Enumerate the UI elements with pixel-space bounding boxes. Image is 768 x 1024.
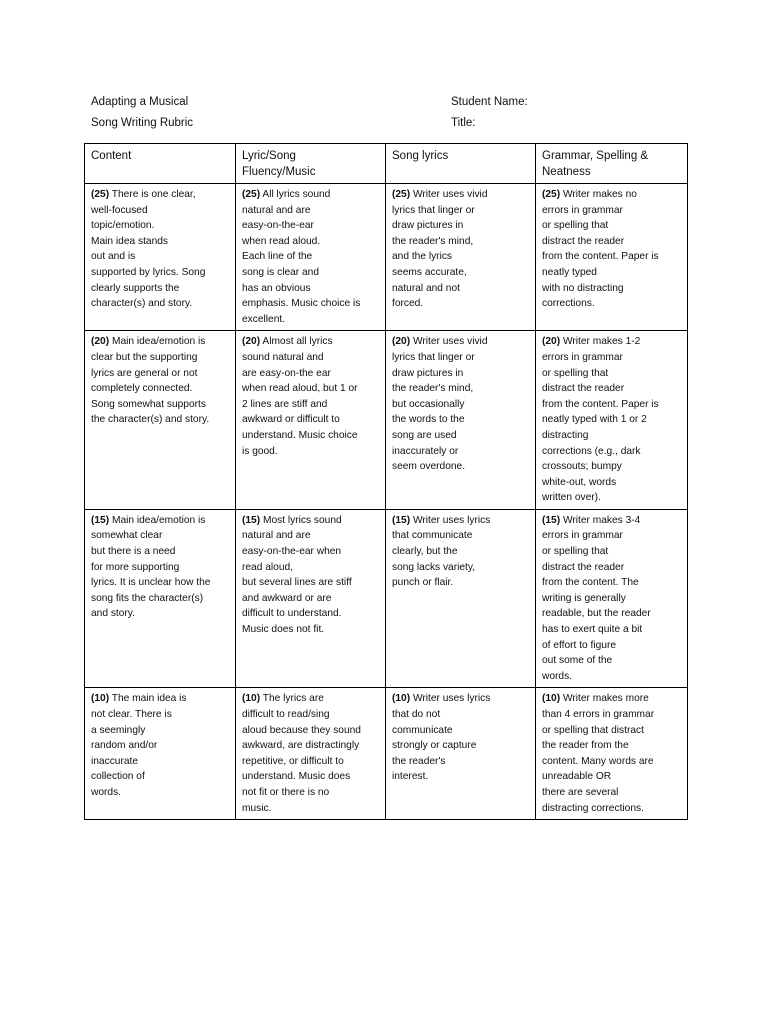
cell-text-line (392, 691, 530, 707)
cell-text-line (242, 691, 380, 707)
cell-text-line: corrections (e.g., dark (542, 445, 641, 457)
column-header-line: Content (91, 150, 132, 162)
cell-text-line (242, 187, 380, 203)
cell-text-line: collection of (91, 771, 145, 783)
cell-text-line: and the lyrics (392, 251, 453, 263)
score-label: (20) (91, 336, 110, 348)
cell-text-line: words. (91, 786, 122, 798)
cell-text-line: easy-on-the-ear (242, 220, 314, 232)
cell-text-line: but occasionally (392, 398, 465, 410)
cell-text-line (91, 513, 230, 529)
cell-text-line (392, 513, 530, 529)
cell-text-line: neatly typed (542, 266, 597, 278)
cell-text: Writer makes more (560, 693, 649, 705)
rubric-header-row (85, 144, 688, 184)
score-label: (10) (91, 693, 110, 705)
cell-text-line: random and/or (91, 740, 158, 752)
cell-text-line: content. Many words are (542, 755, 654, 767)
score-label: (15) (91, 514, 110, 526)
cell-text-line: Music does not fit. (242, 624, 325, 636)
score-label: (10) (242, 693, 261, 705)
cell-text: Writer makes 3-4 (560, 514, 641, 526)
cell-text-line: from the content. Paper is (542, 398, 659, 410)
score-label: (10) (542, 693, 561, 705)
cell-text-line: than 4 errors in grammar (542, 709, 655, 720)
cell-text-line: words. (542, 670, 573, 682)
cell-text-line: Each line of the (242, 251, 313, 263)
cell-text: Main idea/emotion is (109, 514, 206, 526)
cell-text-line: or spelling that (542, 367, 609, 379)
cell-text: Most lyrics sound (260, 514, 342, 526)
cell-text-line: natural and not (392, 282, 460, 294)
row-score-20 (85, 331, 688, 510)
cell-text-line: lyrics that linger or (392, 204, 475, 216)
cell-text-line: not fit or there is no (242, 786, 330, 798)
rubric-body (85, 184, 688, 820)
cell-text-line: inaccurately or (392, 445, 459, 457)
cell-text-line: natural and are (242, 204, 311, 216)
cell-text-line: with no distracting (542, 282, 624, 294)
cell-text-line: the reader's mind, (392, 383, 474, 395)
cell-text-line: distracting corrections. (542, 802, 644, 814)
cell-text-line: punch or flair. (392, 577, 454, 589)
score-label: (25) (242, 189, 261, 200)
cell-text-line: clearly, but the (392, 546, 458, 558)
cell-text-line: draw pictures in (392, 367, 464, 379)
cell-text-line: from the content. The (542, 577, 639, 589)
score-label: (25) (392, 189, 411, 200)
cell-text-line: when read aloud. (242, 235, 321, 247)
cell-text-line: clear but the supporting (91, 351, 198, 363)
cell-text-line: natural and are (242, 530, 311, 542)
cell-text-line (542, 513, 682, 529)
cell-text-line: the reader's mind, (392, 235, 474, 247)
score-label: (25) (91, 189, 110, 200)
column-header-song-lyrics (386, 144, 536, 184)
cell-text-line: there are several (542, 786, 619, 798)
cell-text-line: has to exert quite a bit (542, 624, 643, 636)
cell-text-line: that do not (392, 709, 441, 720)
score-label: (15) (392, 514, 411, 526)
cell-text-line: understand. Music does (242, 771, 351, 783)
document-title-block (91, 92, 193, 134)
cell-text-line: unreadable OR (542, 771, 612, 783)
cell-text-line: are easy-on-the ear (242, 367, 331, 379)
cell-grammar (536, 509, 688, 688)
cell-text-line: read aloud, (242, 561, 293, 573)
cell-text: Writer makes no (560, 189, 637, 200)
cell-text-line (392, 187, 530, 203)
cell-text-line: distracting (542, 429, 589, 441)
cell-text-line: corrections. (542, 298, 595, 310)
cell-text-line: the reader from the (542, 740, 629, 752)
cell-text-line: lyrics are general or not (91, 367, 198, 379)
cell-text-line: aloud because they sound (242, 724, 361, 736)
document-title-line-2: Song Writing Rubric (91, 117, 194, 129)
row-score-10 (85, 688, 688, 820)
cell-text-line: crossouts; bumpy (542, 461, 622, 473)
cell-text-line: out some of the (542, 655, 613, 667)
cell-text-line: song fits the character(s) (91, 592, 204, 604)
cell-text-line: and story. (91, 608, 135, 620)
cell-song-lyrics (386, 688, 536, 820)
row-score-15 (85, 509, 688, 688)
cell-text-line: understand. Music choice (242, 429, 358, 441)
cell-text: The lyrics are (260, 693, 324, 705)
cell-text-line: strongly or capture (392, 740, 477, 752)
row-score-25 (85, 184, 688, 331)
cell-text-line: neatly typed with 1 or 2 (542, 414, 647, 426)
cell-text: The main idea is (109, 693, 187, 705)
student-info-block (451, 92, 528, 134)
cell-text-line: somewhat clear (91, 530, 163, 542)
cell-text-line: readable, but the reader (542, 608, 651, 620)
cell-text-line: draw pictures in (392, 220, 464, 232)
score-label: (15) (542, 514, 561, 526)
cell-text-line (392, 334, 530, 350)
cell-lyric-fluency (236, 184, 386, 331)
cell-text-line: out and is (91, 251, 136, 263)
cell-text-line: distract the reader (542, 383, 625, 395)
score-label: (15) (242, 514, 261, 526)
cell-text-line: song is clear and (242, 266, 320, 278)
cell-content (85, 331, 236, 510)
cell-text-line: repetitive, or difficult to (242, 755, 344, 767)
cell-text-line (91, 691, 230, 707)
cell-text: Main idea/emotion is (109, 336, 206, 348)
student-name-label: Student Name: (451, 96, 528, 108)
cell-text-line: interest. (392, 771, 429, 783)
cell-text: Almost all lyrics (260, 336, 333, 348)
cell-text: Writer makes 1-2 (560, 336, 641, 348)
cell-text-line: or spelling that distract (542, 724, 644, 736)
title-label: Title: (451, 117, 476, 129)
cell-text-line: when read aloud, but 1 or (242, 383, 358, 395)
score-label: (10) (392, 693, 411, 705)
cell-text-line (91, 187, 230, 203)
cell-lyric-fluency (236, 688, 386, 820)
cell-text-line: from the content. Paper is (542, 251, 659, 263)
cell-text-line: character(s) and story. (91, 298, 193, 310)
cell-lyric-fluency (236, 331, 386, 510)
score-label: (25) (542, 189, 561, 200)
cell-grammar (536, 688, 688, 820)
cell-text-line: lyrics. It is unclear how the (91, 577, 211, 589)
cell-song-lyrics (386, 331, 536, 510)
score-label: (20) (542, 336, 561, 348)
cell-text: Writer uses lyrics (410, 514, 491, 526)
cell-text-line: topic/emotion. (91, 220, 155, 232)
cell-text-line: that communicate (392, 530, 473, 542)
cell-text: All lyrics sound (260, 189, 331, 200)
cell-text-line: sound natural and (242, 351, 324, 363)
cell-text-line: or spelling that (542, 220, 609, 232)
cell-text-line: Main idea stands (91, 235, 169, 247)
column-header-grammar (536, 144, 688, 184)
cell-text: Writer uses vivid (410, 336, 488, 348)
cell-text-line: but several lines are stiff (242, 577, 352, 589)
cell-text-line: difficult to understand. (242, 608, 342, 620)
cell-text-line: well-focused (91, 204, 148, 216)
cell-text-line: errors in grammar (542, 530, 623, 542)
cell-text-line: is good. (242, 445, 278, 457)
cell-text-line: excellent. (242, 313, 286, 325)
column-header-line: Lyric/Song (242, 150, 296, 162)
cell-text-line: white-out, words (542, 476, 617, 488)
column-header-line: Neatness (542, 166, 591, 178)
cell-text-line (542, 187, 682, 203)
cell-text-line: not clear. There is (91, 709, 172, 720)
cell-text-line (242, 513, 380, 529)
cell-text-line: music. (242, 802, 272, 814)
cell-text-line: song are used (392, 429, 457, 441)
cell-text-line: errors in grammar (542, 351, 623, 363)
cell-text-line: inaccurate (91, 755, 139, 767)
cell-text-line: has an obvious (242, 282, 311, 294)
cell-text: There is one clear, (109, 189, 196, 200)
cell-text-line: difficult to read/sing (242, 709, 330, 720)
rubric-table (84, 143, 688, 820)
cell-text-line: errors in grammar (542, 204, 623, 216)
cell-text: Writer uses lyrics (410, 693, 491, 705)
cell-text-line: song lacks variety, (392, 561, 476, 573)
cell-text-line: clearly supports the (91, 282, 180, 294)
cell-text-line: a seemingly (91, 724, 146, 736)
cell-text-line: the words to the (392, 414, 465, 426)
cell-grammar (536, 331, 688, 510)
cell-text-line: or spelling that (542, 546, 609, 558)
cell-text-line: distract the reader (542, 235, 625, 247)
column-header-line: Fluency/Music (242, 166, 316, 178)
cell-content (85, 688, 236, 820)
cell-text-line: supported by lyrics. Song (91, 266, 206, 278)
cell-lyric-fluency (236, 509, 386, 688)
cell-text-line: Song somewhat supports (91, 398, 206, 410)
cell-text: Writer uses vivid (410, 189, 488, 200)
column-header-line: Grammar, Spelling & (542, 150, 649, 162)
column-header-content (85, 144, 236, 184)
cell-text-line: seem overdone. (392, 461, 466, 473)
cell-text-line: emphasis. Music choice is (242, 298, 361, 310)
cell-text-line: seems accurate, (392, 266, 467, 278)
cell-content (85, 509, 236, 688)
cell-text-line: and awkward or are (242, 592, 332, 604)
cell-text-line: but there is a need (91, 546, 176, 558)
cell-text-line: distract the reader (542, 561, 625, 573)
cell-text-line: lyrics that linger or (392, 351, 475, 363)
cell-text-line (542, 334, 682, 350)
cell-text-line: completely connected. (91, 383, 193, 395)
cell-text-line (91, 334, 230, 350)
cell-text-line: awkward, are distractingly (242, 740, 360, 752)
column-header-line: Song lyrics (392, 150, 449, 162)
score-label: (20) (242, 336, 261, 348)
document-title-line-1: Adapting a Musical (91, 96, 189, 108)
cell-text-line: easy-on-the-ear when (242, 546, 342, 558)
cell-text-line: written over). (542, 492, 601, 504)
cell-text-line: communicate (392, 724, 453, 736)
column-header-lyric-fluency (236, 144, 386, 184)
cell-content (85, 184, 236, 331)
cell-song-lyrics (386, 509, 536, 688)
cell-song-lyrics (386, 184, 536, 331)
cell-text-line: the character(s) and story. (91, 414, 210, 426)
cell-text-line (542, 691, 682, 707)
cell-text-line (242, 334, 380, 350)
cell-text-line: for more supporting (91, 561, 180, 573)
score-label: (20) (392, 336, 411, 348)
cell-text-line: of effort to figure (542, 639, 616, 651)
cell-text-line: writing is generally (542, 592, 626, 604)
cell-text-line: 2 lines are stiff and (242, 398, 328, 410)
cell-text-line: forced. (392, 298, 424, 310)
cell-grammar (536, 184, 688, 331)
cell-text-line: awkward or difficult to (242, 414, 340, 426)
cell-text-line: the reader's (392, 755, 446, 767)
